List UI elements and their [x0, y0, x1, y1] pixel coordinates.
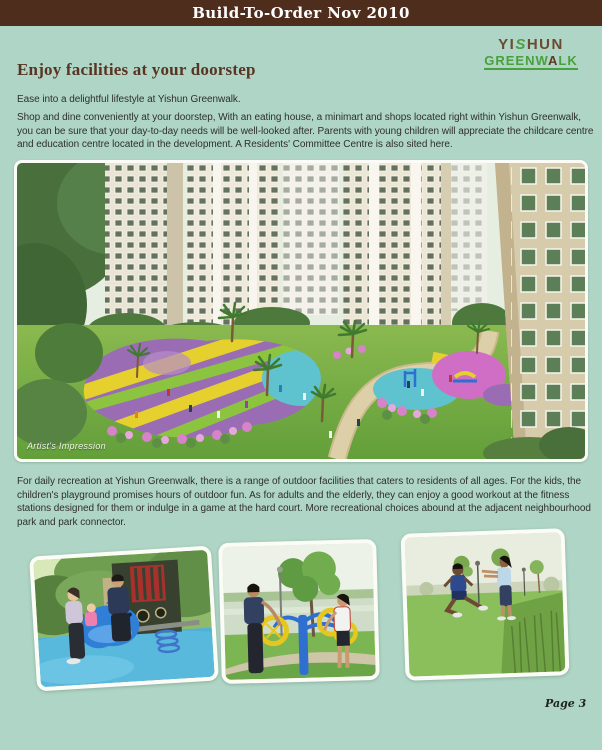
section-heading: Enjoy facilities at your doorstep [17, 60, 256, 79]
estate-render-illustration [17, 163, 585, 459]
logo-walking-person-icon: A [548, 52, 559, 68]
header-bar [0, 0, 602, 26]
yishun-greenwalk-logo [472, 37, 590, 70]
recreation-paragraph: For daily recreation at Yishun Greenwalk, there is a range of outdoor facilities that caters to residents of all ages. For the kids, the children's playground promises hours of outdoor fun. As for adults and the elderly, they can enjoy a good workout at the fitness stations designed for them or indulge in a game at the hard court. More recreational choices abound at the adjacent neighbourhood park and park connector. [17, 476, 591, 528]
photo-park-exercise [400, 528, 569, 681]
logo-greenwalk-text: GREENWALK [484, 54, 578, 71]
logo-leaf-s-icon: S [515, 36, 527, 53]
artist-impression-image [14, 160, 588, 462]
photo-fitness-wheels [218, 539, 380, 684]
park-photo-illustration [405, 532, 566, 676]
photo-playground-family [29, 546, 219, 692]
page-number: Page 3 [545, 697, 587, 710]
artist-impression-caption: Artist's Impression [27, 441, 106, 451]
intro-paragraph: Ease into a delightful lifestyle at Yishun Greenwalk. [17, 94, 241, 105]
shopping-paragraph: Shop and dine conveniently at your doorstep, With an eating house, a minimart and shops located right within Yishun Greenwalk, you can be sure that your day-to-day needs will be well-looked after. Parents with young children will appreciate the childcare centre and education centre located in the development. A Residents' Committee Centre is also sited here. [17, 112, 594, 150]
logo-yishun-text: YISHUN [498, 36, 564, 53]
page-title: Build-To-Order Nov 2010 [192, 4, 410, 22]
playground-photo-illustration [33, 550, 214, 687]
fitness-photo-illustration [222, 543, 375, 680]
